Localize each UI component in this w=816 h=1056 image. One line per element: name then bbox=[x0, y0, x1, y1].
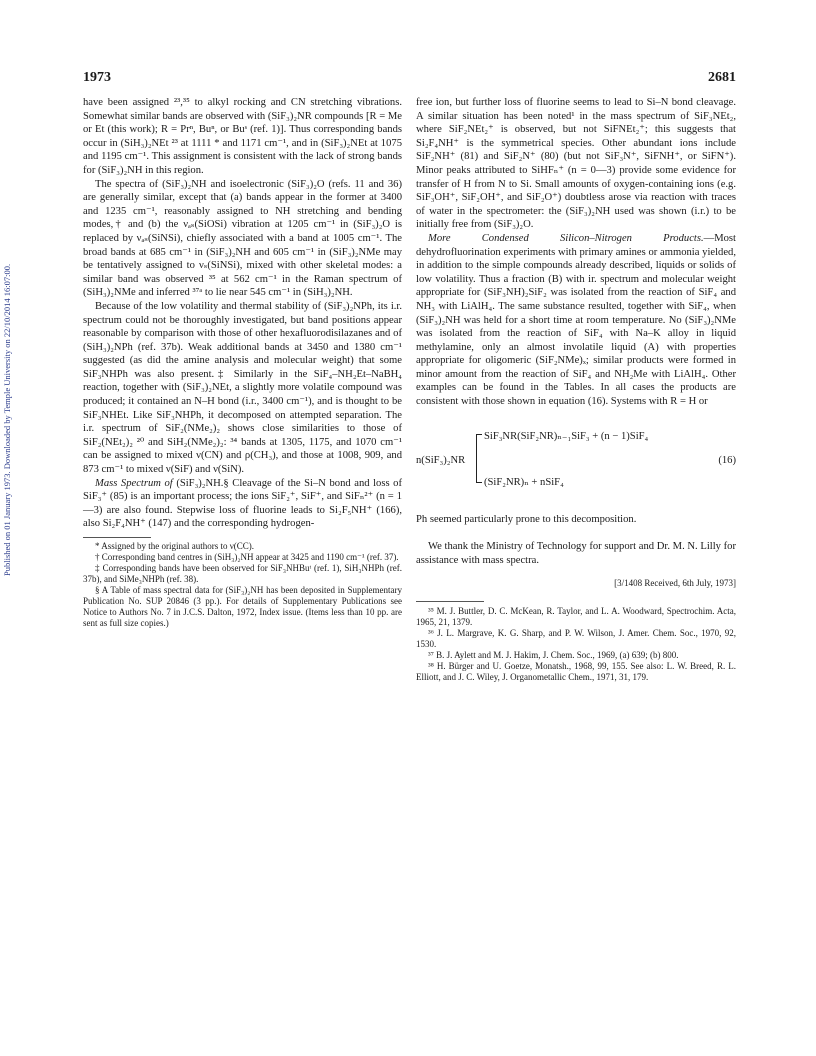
equation-product-top: SiF₃NR(SiF₂NR)ₙ₋₁SiF₃ + (n − 1)SiF₄ bbox=[484, 430, 649, 442]
reference: ³⁵ M. J. Buttler, D. C. McKean, R. Taylor, and L. A. Woodward, Spectrochim. Acta, 1965, 21, 1379. bbox=[416, 606, 736, 628]
paragraph: Ph seemed particularly prone to this decomposition. bbox=[416, 513, 637, 525]
paragraph: The spectra of (SiF₃)₂NH and isoelectronic (SiF₃)₂O (refs. 11 and 36) are generally similar, except that (a) bands appear in the former at 3400 and 1235 cm⁻¹, reasonably assigned to NH stretching and bending modes,† and (b) the νₐₛ(SiOSi) vibration at 1205 cm⁻¹ in (SiF₃)₂O is replaced by νₐₛ(SiNSi), chiefly associated with a band at 1005 cm⁻¹. The broad bands at 685 cm⁻¹ in (SiF₃)₂NH and 605 cm⁻¹ in (SiF₃)₂NMe may be tentatively assigned to νₛ(SiNSi), mixed with other skeletal modes: a similar band was observed ³⁵ at 562 cm⁻¹ in the Raman spectrum of (SiH₃)₂NMe and inferred ³⁷ᵃ to lie near 545 cm⁻¹ in (SiH₃)₂NH. bbox=[83, 178, 402, 299]
paragraph-text: Cleavage of the Si–N bond and loss of SiF₃⁺ (85) is an important process; the ions SiF₂⁺, SiF⁺, and SiFₙ²⁺ (n = 1—3) are also found. Stepwise loss of fluorine leads to Si₂F₅NH⁺ (166), also Si₂F₄NH⁺ (147) and the corresponding hydrogen- bbox=[83, 477, 402, 530]
equation-number: (16) bbox=[718, 454, 736, 466]
reference: ³⁸ H. Bürger and U. Goetze, Monatsh., 1968, 99, 155. See also: L. W. Breed, R. L. Elliott, and J. C. Wiley, J. Organometallic Chem., 1971, 31, 179. bbox=[416, 661, 736, 683]
mass-spectrum-paragraph bbox=[83, 477, 402, 531]
footnote: § A Table of mass spectral data for (SiF₃)₂NH has been deposited in Supplementary Publication No. SUP 20846 (3 pp.). For details of Supplementary Publications see Notice to Authors No. 7 in J.C.S. Dalton, 1972, Index issue. (Items less than 10 pp. are sent as full size copies.) bbox=[83, 585, 402, 628]
equation-product-bottom: (SiF₂NR)ₙ + nSiF₄ bbox=[484, 476, 564, 488]
section-heading: Mass Spectrum of bbox=[95, 477, 173, 489]
branch-arrow-bottom bbox=[476, 482, 482, 483]
branch-line bbox=[476, 434, 477, 482]
reference: ³⁶ J. L. Margrave, K. G. Sharp, and P. W. Wilson, J. Amer. Chem. Soc., 1970, 92, 1530. bbox=[416, 628, 736, 650]
footnote: ‡ Corresponding bands have been observed for SiF₃NHBuᵗ (ref. 1), SiH₃NHPh (ref. 37b), and SiMe₃NHPh (ref. 38). bbox=[83, 563, 402, 584]
products-paragraph bbox=[416, 232, 736, 409]
paragraph: have been assigned ²³,³⁵ to alkyl rocking and CN stretching vibrations. Somewhat similar bands are observed with (SiF₃)₂NR compounds [R = Me or Et (this work); R = Prⁿ, Buⁿ, or Buˢ (ref. 1)]. Thus corresponding bands occur in (SiH₃)₂NEt ²³ at 1111 * and 1171 cm⁻¹, and in (SiF₃)₂NEt at 1075 and 1195 cm⁻¹. This assignment is consistent with the lack of strong bands for (SiF₃)₂NH in this region. bbox=[83, 97, 402, 176]
references-divider bbox=[416, 601, 484, 602]
reference: ³⁷ B. J. Aylett and M. J. Hakim, J. Chem. Soc., 1969, (a) 639; (b) 800. bbox=[428, 650, 679, 661]
right-column bbox=[416, 96, 736, 683]
download-watermark[interactable]: Published on 01 January 1973. Downloaded by Temple University on 22/10/2014 16:07:00. bbox=[2, 263, 12, 577]
footnote: * Assigned by the original authors to ν(CC). bbox=[95, 541, 255, 551]
page-number-right: 2681 bbox=[708, 70, 736, 85]
paragraph: Because of the low volatility and thermal stability of (SiF₃)₂NPh, its i.r. spectrum could not be thoroughly investigated, but band positions appear reasonable by comparison with those of other hexafluorodisilazanes and of (SiH₃)₂NPh (ref. 37b). Weak additional bands at 3450 and 1380 cm⁻¹ suggested (as did the amine analysis and molecular weight) that some SiF₃NHPh was also present.‡ Similarly in the SiF₄–NH₂Et–NaBH₄ reaction, together with (SiF₃)₂NEt, a slightly more volatile compound was produced; it contained an N–H bond (i.r., 3400 cm⁻¹), and is thought to be SiF₃NHEt. Like SiF₃NHPh, it decomposed on attempted separation. The i.r. spectrum of SiF₂(NMe₂)₂ shows close similarities to those of SiF₂(NEt₂)₂ ²⁰ and SiH₂(NMe₂)₂: ³⁴ bands at 1305, 1175, and 1070 cm⁻¹ can be assigned to mixed ν(CN) and ρ(CH₃), and those at 1008, 909, and 873 cm⁻¹ to mixed ν(SiF) and ν(SiN). bbox=[83, 300, 402, 476]
paragraph: free ion, but further loss of fluorine seems to lead to Si–N bond cleavage. A similar situation has been noted¹ in the mass spectrum of SiF₃NEt₂, where SiF₂NEt₂⁺ is observed, but not SiFNEt₂⁺; this suggests that Si₂F₄NH⁺ is the symmetrical species. Other abundant ions include SiF₂NH⁺ (81) and SiF₂N⁺ (80) (but not SiF₃N⁺, SiFNH⁺, or SiFN⁺). Minor peaks attributed to SiHFₙ⁺ (n = 0—3) provide some evidence for transfer of H from N to Si. Small amounts of oxygen-containing ions (e.g. SiF₃OH⁺, SiF₂OH⁺, and SiF₂O⁺) doubtless arose via reaction with traces of water in the spectrometer: the (SiF₃)₂NH used was shown (i.r.) to be initially free from (SiF₃)₂O. bbox=[416, 97, 736, 231]
paragraph-text: —Most dehydrofluorination experiments with primary amines or ammonia yielded, in addition to the simple compounds already described, liquids or solids of low volatility. Thus a fraction (B) with ir. spectrum and molecular weight appropriate for (SiF₃NH)₂SiF₂ was isolated from the reaction of SiF₄ and NH₃ with LiAlH₄. The same substance resulted, together with SiF₄, when (SiF₃)₂NH was held for a short time at room temperature. No (SiF₃)₂NMe was isolated from the reaction of SiF₄ with Na–K alloy in liquid methylamine, only an almost involatile liquid (A) with properties appropriate for oligomeric (SiF₂NMe)ₓ; similar products were formed in minor amount from the reaction of SiF₄ and NH₂Me with LiAlH₄. Other examples can be found in the Tables. In all cases the products are consistent with those shown in equation (16). Systems with R = H or bbox=[416, 232, 736, 408]
compound-name: (SiF₃)₂NH.§ bbox=[176, 477, 229, 489]
acknowledgement: We thank the Ministry of Technology for support and Dr. M. N. Lilly for assistance with mass spectra. bbox=[416, 541, 736, 566]
footnote-divider bbox=[83, 537, 151, 538]
left-column bbox=[83, 96, 402, 629]
branch-arrow-top bbox=[476, 434, 482, 435]
received-date: [3/1408 Received, 6th July, 1973] bbox=[614, 578, 736, 589]
page-number-left: 1973 bbox=[83, 70, 111, 85]
equation-16 bbox=[416, 421, 736, 503]
section-heading: More Condensed Silicon–Nitrogen Products. bbox=[428, 232, 704, 244]
footnote: † Corresponding band centres in (SiH₃)₂NH appear at 3425 and 1190 cm⁻¹ (ref. 37). bbox=[95, 552, 399, 562]
equation-lhs: n(SiF₃)₂NR bbox=[416, 454, 466, 466]
